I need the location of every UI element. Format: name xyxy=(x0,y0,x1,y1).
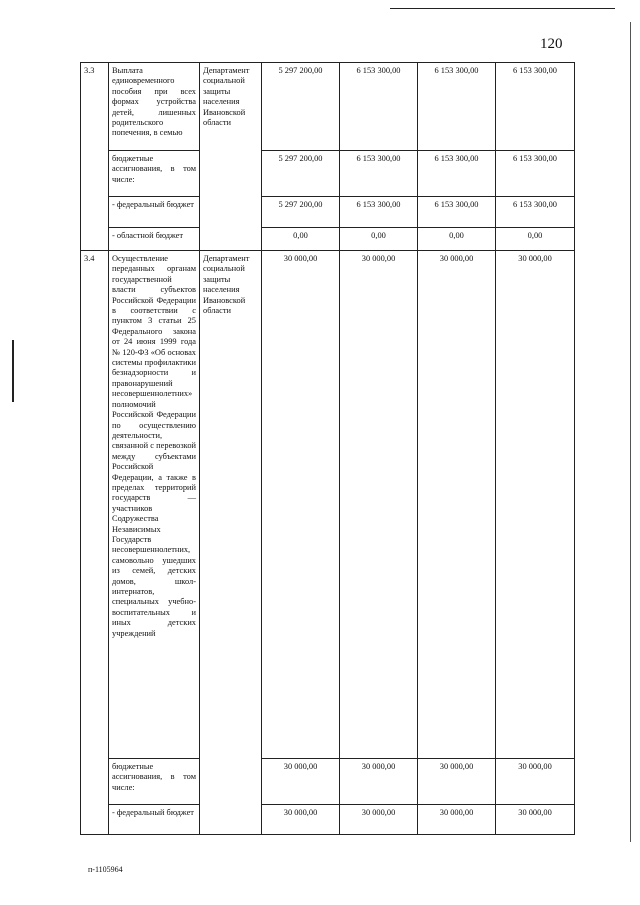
row-description: Осуществление переданных органам государственной власти субъектов Российской Федерации в соответствии с пунктом 3 статьи 25 Федерального закона от 24 июня 1999 года № 120-ФЗ «Об основах системы профилактики безнадзорности и правонарушений несовершеннолетних» полномочий Российской Федерации по осуществлению деятельности, связанной с перевозкой между субъектами Российской Федерации, а также в пределах территорий государств — участников Содружества Независимых Государств несовершеннолетних, самовольно ушедших из семей, детских домов, школ-интернатов, специальных учебно-воспитательных и иных детских учреждений xyxy=(109,251,200,759)
value-cell: 30 000,00 xyxy=(340,759,418,805)
value-cell: 0,00 xyxy=(340,228,418,251)
scan-line-mark xyxy=(390,8,615,9)
value-cell: 30 000,00 xyxy=(496,251,575,759)
value-cell: 30 000,00 xyxy=(496,805,575,835)
value-cell: 6 153 300,00 xyxy=(418,151,496,197)
scan-edge-mark xyxy=(12,340,14,402)
value-cell: 30 000,00 xyxy=(340,805,418,835)
value-cell: 30 000,00 xyxy=(262,251,340,759)
value-cell: 5 297 200,00 xyxy=(262,63,340,151)
row-description: бюджетные ассигнования, в том числе: xyxy=(109,759,200,805)
row-number: 3.4 xyxy=(81,251,109,835)
table-row xyxy=(81,197,575,228)
row-department: Департамент социальной защиты населения Ивановской области xyxy=(200,63,262,251)
row-description: - областной бюджет xyxy=(109,228,200,251)
value-cell: 0,00 xyxy=(496,228,575,251)
row-description: Выплата единовременного пособия при всех формах устройства детей, лишенных родительского попечения, в семью xyxy=(109,63,200,151)
page-number: 120 xyxy=(540,36,563,52)
value-cell: 6 153 300,00 xyxy=(418,63,496,151)
document-code: п-1105964 xyxy=(88,865,123,874)
value-cell: 6 153 300,00 xyxy=(340,197,418,228)
value-cell: 30 000,00 xyxy=(418,251,496,759)
value-cell: 6 153 300,00 xyxy=(496,151,575,197)
value-cell: 0,00 xyxy=(418,228,496,251)
row-department: Департамент социальной защиты населения Ивановской области xyxy=(200,251,262,835)
row-number: 3.3 xyxy=(81,63,109,251)
table-row xyxy=(81,151,575,197)
value-cell: 30 000,00 xyxy=(262,805,340,835)
table-row xyxy=(81,251,575,759)
table-row xyxy=(81,759,575,805)
value-cell: 0,00 xyxy=(262,228,340,251)
value-cell: 30 000,00 xyxy=(418,805,496,835)
value-cell: 5 297 200,00 xyxy=(262,151,340,197)
value-cell: 6 153 300,00 xyxy=(496,63,575,151)
row-description: бюджетные ассигнования, в том числе: xyxy=(109,151,200,197)
value-cell: 5 297 200,00 xyxy=(262,197,340,228)
value-cell: 30 000,00 xyxy=(418,759,496,805)
value-cell: 6 153 300,00 xyxy=(340,151,418,197)
value-cell: 6 153 300,00 xyxy=(418,197,496,228)
row-description: - федеральный бюджет xyxy=(109,805,200,835)
budget-table xyxy=(80,62,575,835)
value-cell: 6 153 300,00 xyxy=(496,197,575,228)
value-cell: 30 000,00 xyxy=(340,251,418,759)
table-row xyxy=(81,805,575,835)
value-cell: 30 000,00 xyxy=(262,759,340,805)
row-description: - федеральный бюджет xyxy=(109,197,200,228)
scan-edge-mark xyxy=(630,22,631,842)
table-row xyxy=(81,63,575,151)
value-cell: 6 153 300,00 xyxy=(340,63,418,151)
value-cell: 30 000,00 xyxy=(496,759,575,805)
table-row xyxy=(81,228,575,251)
